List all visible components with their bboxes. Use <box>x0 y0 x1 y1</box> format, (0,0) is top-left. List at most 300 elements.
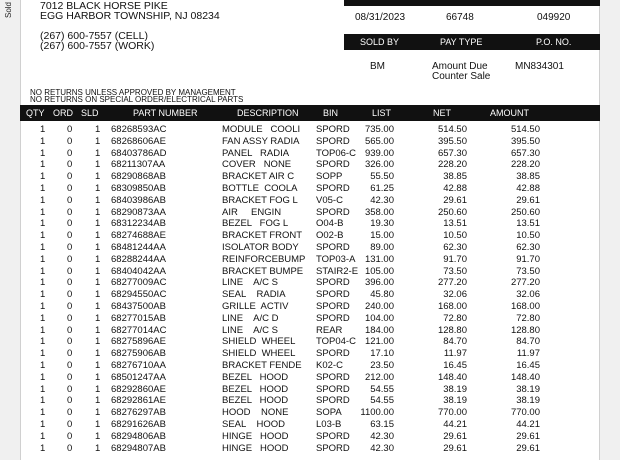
cell-ord: 0 <box>67 407 73 419</box>
cell-amount: 128.80 <box>510 324 540 336</box>
cell-net: 148.40 <box>437 371 467 383</box>
cell-list: 121.00 <box>364 336 394 348</box>
cell-sld: 1 <box>95 383 101 395</box>
cell-list: 63.15 <box>370 418 394 430</box>
cell-bin: SOPP <box>316 171 343 183</box>
cell-ord: 0 <box>67 265 73 277</box>
cell-list: 54.55 <box>370 395 394 407</box>
cell-bin: SPORD <box>316 241 350 253</box>
col-sld: SLD <box>81 108 99 118</box>
table-row <box>20 372 600 384</box>
cell-qty: 1 <box>40 230 46 242</box>
invoice-number: 66748 <box>446 12 474 23</box>
cell-amount: 148.40 <box>510 371 540 383</box>
cell-net: 13.51 <box>443 218 467 230</box>
cell-net: 16.45 <box>443 359 467 371</box>
cell-ord: 0 <box>67 300 73 312</box>
cell-desc: LINE A/C D <box>222 312 279 324</box>
cell-amount: 84.70 <box>516 336 540 348</box>
cell-list: 939.00 <box>364 147 394 159</box>
cell-qty: 1 <box>40 171 46 183</box>
cell-amount: 657.30 <box>510 147 540 159</box>
cell-part: 68403986AB <box>111 194 166 206</box>
cell-part: 68312234AB <box>111 218 166 230</box>
cell-sld: 1 <box>95 135 101 147</box>
header-strip <box>344 0 600 6</box>
cell-sld: 1 <box>95 182 101 194</box>
left-page-edge <box>0 0 21 460</box>
cell-desc: BEZEL HOOD <box>222 383 289 395</box>
cell-desc: MODULE COOLI <box>222 124 301 135</box>
cell-part: 68294550AC <box>111 289 167 301</box>
cell-sld: 1 <box>95 336 101 348</box>
cell-list: 15.00 <box>370 230 394 242</box>
cell-amount: 91.70 <box>516 253 540 265</box>
cell-qty: 1 <box>40 241 46 253</box>
cell-list: 565.00 <box>364 135 394 147</box>
phone-cell: (267) 600-7557 (CELL) <box>40 30 148 42</box>
cell-bin: SPORD <box>316 159 350 171</box>
cell-bin: SPORD <box>316 135 350 147</box>
cell-list: 42.30 <box>370 194 394 206</box>
cell-amount: 16.45 <box>516 359 540 371</box>
cell-ord: 0 <box>67 171 73 183</box>
cell-list: 61.25 <box>370 182 394 194</box>
table-row <box>20 230 600 242</box>
cell-sld: 1 <box>95 218 101 230</box>
cell-qty: 1 <box>40 312 46 324</box>
cell-desc: SHIELD WHEEL <box>222 348 296 360</box>
table-row <box>20 360 600 372</box>
cell-part: 68211307AA <box>111 159 166 171</box>
cell-part: 68294806AB <box>111 430 166 442</box>
cell-part: 68404042AA <box>111 265 166 277</box>
cell-amount: 168.00 <box>510 300 540 312</box>
cell-sld: 1 <box>95 147 101 159</box>
cell-sld: 1 <box>95 124 101 135</box>
cell-part: 68292860AE <box>111 383 166 395</box>
cell-bin: SOPA <box>316 407 342 419</box>
cell-amount: 72.80 <box>516 312 540 324</box>
cell-net: 38.85 <box>443 171 467 183</box>
cell-sld: 1 <box>95 253 101 265</box>
cell-sld: 1 <box>95 395 101 407</box>
cell-desc: LINE A/C S <box>222 324 278 336</box>
cell-bin: SPORD <box>316 395 350 407</box>
cell-ord: 0 <box>67 289 73 301</box>
cell-list: 240.00 <box>364 300 394 312</box>
cell-sld: 1 <box>95 430 101 442</box>
cell-desc: BRACKET FRONT <box>222 230 303 242</box>
cell-net: 228.20 <box>437 159 467 171</box>
cell-net: 42.88 <box>443 182 467 194</box>
cell-net: 128.80 <box>437 324 467 336</box>
cell-sld: 1 <box>95 324 101 336</box>
cell-sld: 1 <box>95 277 101 289</box>
cell-net: 29.61 <box>443 194 467 206</box>
cell-net: 44.21 <box>443 418 467 430</box>
cell-ord: 0 <box>67 230 73 242</box>
cell-sld: 1 <box>95 159 101 171</box>
cell-part: 68290868AB <box>111 171 166 183</box>
cell-amount: 32.06 <box>516 289 540 301</box>
cell-sld: 1 <box>95 359 101 371</box>
address-line-2: EGG HARBOR TOWNSHIP, NJ 08234 <box>40 10 220 22</box>
address-line-1: 7012 BLACK HORSE PIKE <box>40 0 168 12</box>
cell-list: 89.00 <box>370 241 394 253</box>
cell-qty: 1 <box>40 253 46 265</box>
table-row <box>20 325 600 337</box>
col-list: LIST <box>372 108 392 118</box>
cell-ord: 0 <box>67 147 73 159</box>
cell-list: 326.00 <box>364 159 394 171</box>
cell-bin: REAR <box>316 324 343 336</box>
cell-part: 68437500AB <box>111 300 166 312</box>
cell-ord: 0 <box>67 182 73 194</box>
cell-ord: 0 <box>67 336 73 348</box>
cell-qty: 1 <box>40 265 46 277</box>
cell-part: 68403786AD <box>111 147 167 159</box>
cell-desc: REINFORCEBUMP <box>222 253 306 265</box>
cell-sld: 1 <box>95 442 101 454</box>
table-row <box>20 171 600 183</box>
cell-qty: 1 <box>40 383 46 395</box>
sold-to-label: Sold <box>4 2 13 19</box>
table-row <box>20 348 600 360</box>
cell-net: 514.50 <box>437 124 467 135</box>
cell-qty: 1 <box>40 135 46 147</box>
cell-qty: 1 <box>40 407 46 419</box>
cell-desc: ISOLATOR BODY <box>222 241 299 253</box>
cell-ord: 0 <box>67 206 73 218</box>
cell-qty: 1 <box>40 159 46 171</box>
cell-qty: 1 <box>40 300 46 312</box>
pay-type-value-2: Counter Sale <box>432 71 491 82</box>
cell-net: 32.06 <box>443 289 467 301</box>
line-items <box>20 124 600 454</box>
cell-sld: 1 <box>95 289 101 301</box>
cell-part: 68277015AB <box>111 312 166 324</box>
cell-qty: 1 <box>40 348 46 360</box>
table-row <box>20 443 600 455</box>
cell-bin: SPORD <box>316 124 350 135</box>
table-row <box>20 301 600 313</box>
cell-sld: 1 <box>95 241 101 253</box>
cell-qty: 1 <box>40 359 46 371</box>
cell-bin: SPORD <box>316 371 350 383</box>
cell-desc: BEZEL FOG L <box>222 218 289 230</box>
cell-ord: 0 <box>67 312 73 324</box>
customer-number: 049920 <box>537 12 571 23</box>
cell-amount: 10.50 <box>516 230 540 242</box>
col-part-number: PART NUMBER <box>133 108 198 118</box>
cell-desc: BEZEL HOOD <box>222 395 289 407</box>
cell-part: 68294807AB <box>111 442 166 454</box>
table-row <box>20 336 600 348</box>
cell-amount: 38.85 <box>516 171 540 183</box>
cell-ord: 0 <box>67 395 73 407</box>
cell-desc: SEAL RADIA <box>222 289 286 301</box>
table-row <box>20 289 600 301</box>
cell-part: 68481244AA <box>111 241 166 253</box>
cell-net: 657.30 <box>437 147 467 159</box>
cell-ord: 0 <box>67 324 73 336</box>
table-row <box>20 159 600 171</box>
cell-desc: GRILLE ACTIV <box>222 300 289 312</box>
cell-amount: 277.20 <box>510 277 540 289</box>
phone-work: (267) 600-7557 (WORK) <box>40 40 155 52</box>
table-row <box>20 136 600 148</box>
table-row <box>20 407 600 419</box>
cell-desc: LINE A/C S <box>222 277 278 289</box>
cell-bin: V05-C <box>316 194 343 206</box>
cell-list: 55.50 <box>370 171 394 183</box>
cell-list: 184.00 <box>364 324 394 336</box>
cell-amount: 228.20 <box>510 159 540 171</box>
table-row <box>20 431 600 443</box>
cell-desc: PANEL RADIA <box>222 147 290 159</box>
cell-ord: 0 <box>67 277 73 289</box>
cell-bin: O04-B <box>316 218 344 230</box>
cell-qty: 1 <box>40 218 46 230</box>
col-qty: QTY <box>26 108 45 118</box>
cell-sld: 1 <box>95 300 101 312</box>
cell-amount: 514.50 <box>510 124 540 135</box>
cell-amount: 11.97 <box>516 348 540 360</box>
table-row <box>20 218 600 230</box>
cell-desc: BRACKET AIR C <box>222 171 295 183</box>
cell-qty: 1 <box>40 430 46 442</box>
cell-bin: L03-B <box>316 418 342 430</box>
cell-ord: 0 <box>67 359 73 371</box>
table-row <box>20 124 600 136</box>
cell-bin: TOP04-C <box>316 336 356 348</box>
cell-qty: 1 <box>40 395 46 407</box>
table-row <box>20 254 600 266</box>
cell-part: 68275906AB <box>111 348 166 360</box>
table-row <box>20 277 600 289</box>
cell-net: 38.19 <box>443 383 467 395</box>
cell-ord: 0 <box>67 442 73 454</box>
cell-bin: SPORD <box>316 312 350 324</box>
col-bin: BIN <box>323 108 339 118</box>
cell-list: 358.00 <box>364 206 394 218</box>
cell-sld: 1 <box>95 418 101 430</box>
cell-amount: 770.00 <box>510 407 540 419</box>
cell-part: 68277009AC <box>111 277 167 289</box>
cell-part: 68274688AE <box>111 230 166 242</box>
cell-sld: 1 <box>95 230 101 242</box>
cell-part: 68276710AA <box>111 359 166 371</box>
cell-part: 68292861AE <box>111 395 166 407</box>
table-row <box>20 313 600 325</box>
cell-list: 396.00 <box>364 277 394 289</box>
cell-bin: SPORD <box>316 430 350 442</box>
cell-bin: TOP06-C <box>316 147 356 159</box>
cell-amount: 38.19 <box>516 395 540 407</box>
cell-list: 45.80 <box>370 289 394 301</box>
col-description: DESCRIPTION <box>237 108 299 118</box>
right-page-edge <box>599 0 620 460</box>
cell-part: 68275896AE <box>111 336 166 348</box>
cell-amount: 73.50 <box>516 265 540 277</box>
cell-sld: 1 <box>95 371 101 383</box>
cell-part: 68276297AB <box>111 407 166 419</box>
cell-qty: 1 <box>40 147 46 159</box>
cell-ord: 0 <box>67 218 73 230</box>
cell-list: 42.30 <box>370 430 394 442</box>
cell-desc: COVER NONE <box>222 159 292 171</box>
table-row <box>20 183 600 195</box>
cell-sld: 1 <box>95 206 101 218</box>
cell-ord: 0 <box>67 383 73 395</box>
cell-list: 23.50 <box>370 359 394 371</box>
cell-list: 104.00 <box>364 312 394 324</box>
sold-by-value: BM <box>370 61 385 72</box>
cell-desc: HINGE HOOD <box>222 442 289 454</box>
cell-desc: BOTTLE COOLA <box>222 182 298 194</box>
cell-net: 38.19 <box>443 395 467 407</box>
cell-qty: 1 <box>40 289 46 301</box>
cell-net: 168.00 <box>437 300 467 312</box>
cell-sld: 1 <box>95 171 101 183</box>
cell-ord: 0 <box>67 159 73 171</box>
cell-sld: 1 <box>95 265 101 277</box>
cell-desc: FAN ASSY RADIA <box>222 135 300 147</box>
cell-part: 68288244AA <box>111 253 166 265</box>
notice-special-order: NO RETURNS ON SPECIAL ORDER/ELECTRICAL PARTS <box>30 95 244 104</box>
cell-part: 68290873AA <box>111 206 166 218</box>
cell-qty: 1 <box>40 206 46 218</box>
col-net: NET <box>433 108 451 118</box>
table-row <box>20 395 600 407</box>
po-number-header: P.O. NO. <box>536 37 572 47</box>
cell-bin: SPORD <box>316 383 350 395</box>
table-row <box>20 242 600 254</box>
cell-amount: 29.61 <box>516 430 540 442</box>
table-row <box>20 384 600 396</box>
cell-list: 131.00 <box>364 253 394 265</box>
cell-amount: 13.51 <box>516 218 540 230</box>
cell-bin: SPORD <box>316 300 350 312</box>
table-row <box>20 419 600 431</box>
cell-bin: STAIR2-E <box>316 265 359 277</box>
cell-sld: 1 <box>95 348 101 360</box>
cell-part: 68291626AB <box>111 418 166 430</box>
cell-bin: SPORD <box>316 182 350 194</box>
table-row <box>20 207 600 219</box>
cell-net: 11.97 <box>443 348 467 360</box>
sold-by-header: SOLD BY <box>360 37 400 47</box>
cell-bin: SPORD <box>316 206 350 218</box>
cell-sld: 1 <box>95 194 101 206</box>
cell-list: 735.00 <box>364 124 394 135</box>
cell-net: 72.80 <box>443 312 467 324</box>
cell-desc: HINGE HOOD <box>222 430 289 442</box>
cell-list: 42.30 <box>370 442 394 454</box>
cell-desc: BRACKET BUMPE <box>222 265 304 277</box>
cell-net: 29.61 <box>443 430 467 442</box>
cell-net: 29.61 <box>443 442 467 454</box>
cell-part: 68277014AC <box>111 324 167 336</box>
cell-net: 250.60 <box>437 206 467 218</box>
col-ord: ORD <box>53 108 73 118</box>
cell-qty: 1 <box>40 277 46 289</box>
cell-qty: 1 <box>40 442 46 454</box>
cell-list: 212.00 <box>364 371 394 383</box>
notice-returns: NO RETURNS UNLESS APPROVED BY MANAGEMENT <box>30 88 236 97</box>
cell-list: 1100.00 <box>360 407 394 419</box>
table-header <box>20 105 600 121</box>
cell-qty: 1 <box>40 124 46 135</box>
cell-list: 54.55 <box>370 383 394 395</box>
cell-amount: 42.88 <box>516 182 540 194</box>
cell-qty: 1 <box>40 418 46 430</box>
cell-bin: SPORD <box>316 277 350 289</box>
po-number-value: MN834301 <box>515 61 564 72</box>
cell-amount: 29.61 <box>516 442 540 454</box>
table-row <box>20 266 600 278</box>
cell-net: 91.70 <box>443 253 467 265</box>
cell-list: 17.10 <box>370 348 394 360</box>
cell-bin: SPORD <box>316 348 350 360</box>
cell-desc: SEAL HOOD <box>222 418 285 430</box>
cell-amount: 38.19 <box>516 383 540 395</box>
cell-net: 84.70 <box>443 336 467 348</box>
cell-desc: SHIELD WHEEL <box>222 336 296 348</box>
cell-ord: 0 <box>67 418 73 430</box>
cell-ord: 0 <box>67 135 73 147</box>
cell-part: 68268593AC <box>111 124 167 135</box>
cell-ord: 0 <box>67 241 73 253</box>
cell-net: 73.50 <box>443 265 467 277</box>
cell-qty: 1 <box>40 194 46 206</box>
cell-net: 395.50 <box>437 135 467 147</box>
cell-qty: 1 <box>40 336 46 348</box>
cell-part: 68309850AB <box>111 182 166 194</box>
cell-desc: BRACKET FOG L <box>222 194 298 206</box>
cell-sld: 1 <box>95 407 101 419</box>
cell-list: 105.00 <box>364 265 394 277</box>
cell-amount: 44.21 <box>516 418 540 430</box>
order-header-bar <box>344 34 600 50</box>
cell-amount: 395.50 <box>510 135 540 147</box>
cell-desc: BRACKET FENDE <box>222 359 302 371</box>
cell-bin: K02-C <box>316 359 343 371</box>
cell-ord: 0 <box>67 430 73 442</box>
cell-net: 277.20 <box>437 277 467 289</box>
col-amount: AMOUNT <box>490 108 529 118</box>
cell-bin: O02-B <box>316 230 344 242</box>
cell-desc: AIR ENGIN <box>222 206 282 218</box>
cell-sld: 1 <box>95 312 101 324</box>
cell-desc: BEZEL HOOD <box>222 371 289 383</box>
cell-amount: 250.60 <box>510 206 540 218</box>
cell-ord: 0 <box>67 348 73 360</box>
cell-amount: 62.30 <box>516 241 540 253</box>
cell-list: 19.30 <box>370 218 394 230</box>
cell-ord: 0 <box>67 253 73 265</box>
cell-net: 770.00 <box>437 407 467 419</box>
table-row <box>20 148 600 160</box>
cell-qty: 1 <box>40 371 46 383</box>
cell-bin: SPORD <box>316 442 350 454</box>
cell-bin: TOP03-A <box>316 253 356 265</box>
cell-bin: SPORD <box>316 289 350 301</box>
cell-ord: 0 <box>67 124 73 135</box>
cell-amount: 29.61 <box>516 194 540 206</box>
cell-desc: HOOD NONE <box>222 407 289 419</box>
